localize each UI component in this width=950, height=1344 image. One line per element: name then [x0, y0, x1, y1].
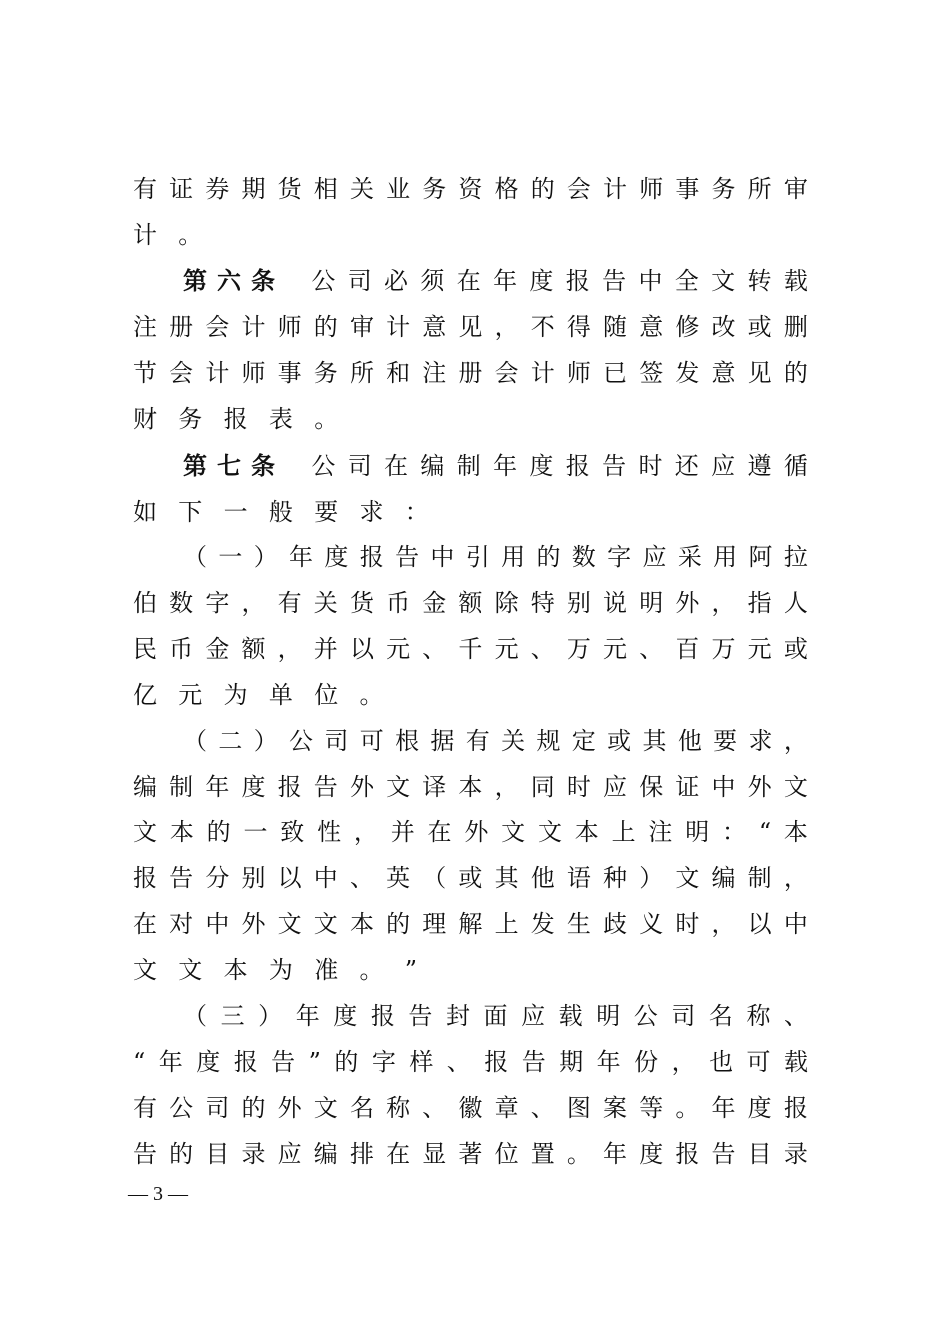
text-line: 如 下 一 般 要 求 ： — [133, 498, 429, 526]
text-line: 计 。 — [133, 221, 203, 249]
text-line: （ 二 ） 公 司 可 根 据 有 关 规 定 或 其 他 要 求 ， — [183, 727, 808, 755]
text-line: 亿 元 为 单 位 。 — [133, 681, 384, 709]
text-line: 注 册 会 计 师 的 审 计 意 见 ， 不 得 随 意 修 改 或 删 — [133, 313, 808, 341]
text-line: 文 文 本 为 准 。 ” — [133, 956, 418, 984]
text-line: 文 本 的 一 致 性 ， 并 在 外 文 文 本 上 注 明 ： “ 本 — [133, 818, 808, 846]
text-line: 告 的 目 录 应 编 排 在 显 著 位 置 。 年 度 报 告 目 录 — [133, 1140, 808, 1168]
text-line: 民 币 金 额 ， 并 以 元 、 千 元 、 万 元 、 百 万 元 或 — [133, 635, 808, 663]
text-line: 财 务 报 表 。 — [133, 405, 339, 433]
article-heading-line: 第七条 公 司 在 编 制 年 度 报 告 时 还 应 遵 循 — [183, 449, 808, 483]
article-heading-line: 第六条 公 司 必 须 在 年 度 报 告 中 全 文 转 载 — [183, 264, 808, 298]
text-line: 有 公 司 的 外 文 名 称 、 徽 章 、 图 案 等 。 年 度 报 — [133, 1094, 808, 1122]
article-label: 第七条 — [183, 452, 285, 480]
text-line: 在 对 中 外 文 文 本 的 理 解 上 发 生 歧 义 时 ， 以 中 — [133, 910, 808, 938]
text-line: 节 会 计 师 事 务 所 和 注 册 会 计 师 已 签 发 意 见 的 — [133, 359, 808, 387]
text-line: 编 制 年 度 报 告 外 文 译 本 ， 同 时 应 保 证 中 外 文 — [133, 773, 808, 801]
text-line: 有 证 券 期 货 相 关 业 务 资 格 的 会 计 师 事 务 所 审 — [133, 175, 808, 203]
text-line: 报 告 分 别 以 中 、 英 （ 或 其 他 语 种 ） 文 编 制 ， — [133, 864, 808, 892]
text-line: （ 一 ） 年 度 报 告 中 引 用 的 数 字 应 采 用 阿 拉 — [183, 543, 808, 571]
text-line: 伯 数 字 ， 有 关 货 币 金 额 除 特 别 说 明 外 ， 指 人 — [133, 589, 808, 617]
page-number: — 3 — — [128, 1183, 188, 1205]
article-label: 第六条 — [183, 267, 285, 295]
text-line: “ 年 度 报 告 ” 的 字 样 、 报 告 期 年 份 ， 也 可 载 — [133, 1048, 808, 1076]
text-line: （ 三 ） 年 度 报 告 封 面 应 载 明 公 司 名 称 、 — [183, 1002, 808, 1030]
